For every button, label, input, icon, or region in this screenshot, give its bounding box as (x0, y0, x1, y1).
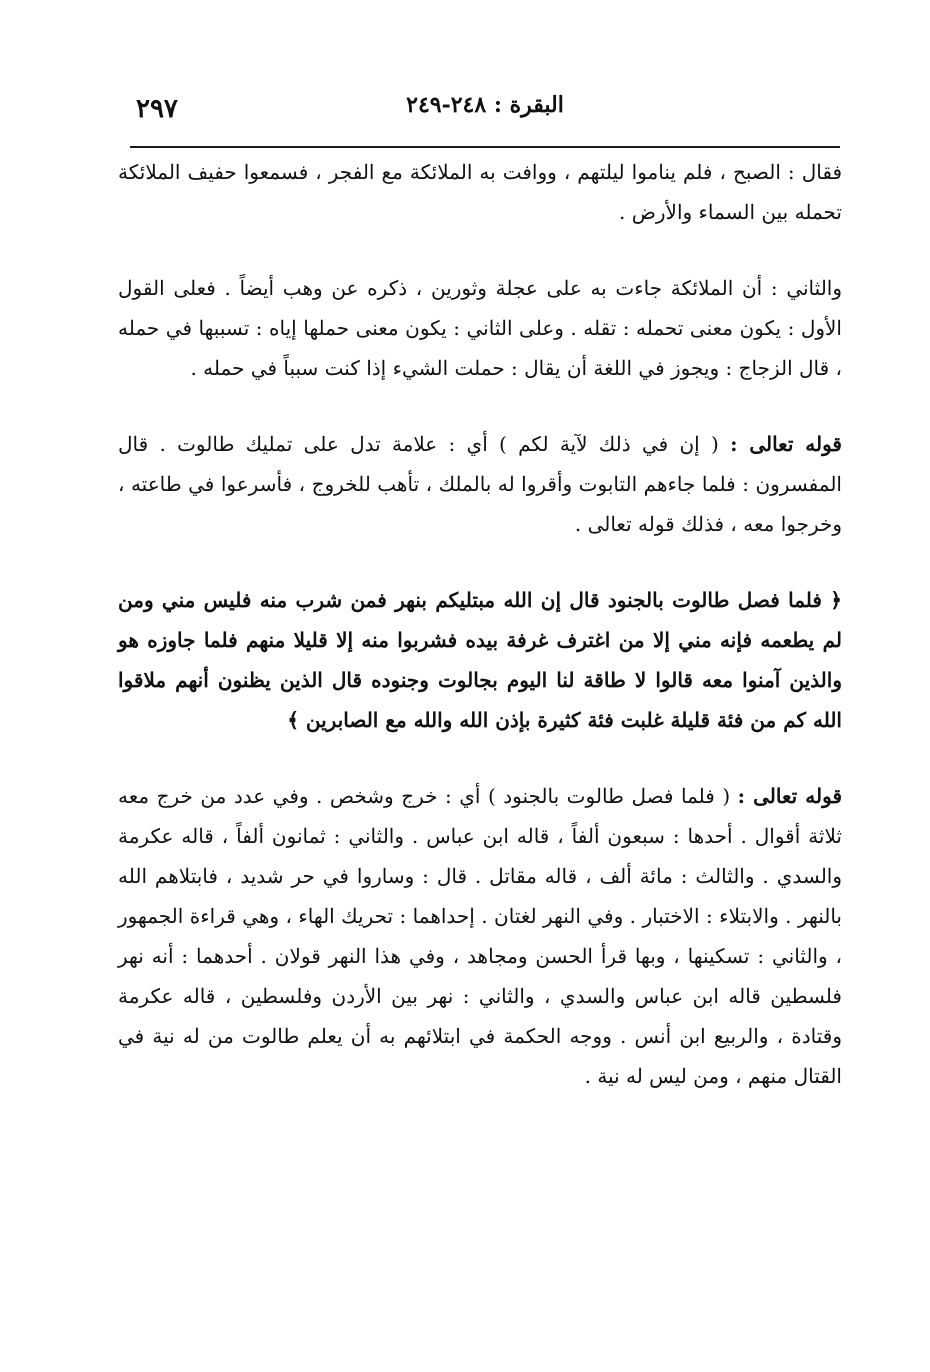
paragraph-2: والثاني : أن الملائكة جاءت به على عجلة وثورين ، ذكره عن وهب أيضاً . فعلى القول الأول : يكون معنى تحمله : تقله . وعلى الثاني : يكون معنى حملها إياه : تسببها في حمله ، قال الزجاج : ويجوز في اللغة أن يقال : حملت الشيء إذا كنت سبباً في حمله . (118, 276, 842, 380)
running-title: البقرة : ٢٤٨-٢٤٩ (406, 92, 564, 118)
paragraph-1: فقال : الصبح ، فلم يناموا ليلتهم ، ووافت به الملائكة مع الفجر ، فسمعوا حفيف الملائكة تحمله بين السماء والأرض . (118, 160, 842, 224)
header-rule (130, 146, 840, 148)
verse-close-bracket: ﴾ (287, 708, 299, 732)
page-number: ٢٩٧ (136, 94, 178, 124)
page-header (130, 78, 840, 150)
paragraph-5 (118, 776, 842, 1096)
paragraph-3 (118, 424, 842, 544)
paragraph-lead: قوله تعالى : (737, 784, 843, 808)
paragraph-text: ( إن في ذلك لآية لكم ) أي : علامة تدل على تمليك طالوت . قال المفسرون : فلما جاءهم التابوت وأقروا له بالملك ، تأهب للخروج ، فأسرعوا في طاعته ، وخرجوا معه ، فذلك قوله تعالى . (118, 432, 842, 536)
quran-verse (118, 580, 842, 740)
verse-open-bracket: ﴿ (830, 588, 842, 612)
verse-text: فلما فصل طالوت بالجنود قال إن الله مبتليكم بنهر فمن شرب منه فليس مني ومن لم يطعمه فإنه مني إلا من اغترف غرفة بيده فشربوا منه إلا قليلا منهم فلما جاوزه هو والذين آمنوا معه قالوا لا طاقة لنا اليوم بجالوت وجنوده قال الذين يظنون أنهم ملاقوا الله كم من فئة قليلة غلبت فئة كثيرة بإذن الله والله مع الصابرين (118, 588, 842, 732)
paragraph-text: ( فلما فصل طالوت بالجنود ) أي : خرج وشخص . وفي عدد من خرج معه ثلاثة أقوال . أحدها : سبعون ألفاً ، قاله ابن عباس . والثاني : ثمانون ألفاً ، قاله عكرمة والسدي . والثالث : مائة ألف ، قاله مقاتل . قال : وساروا في حر شديد ، فابتلاهم الله بالنهر . والابتلاء : الاختبار . وفي النهر لغتان . إحداهما : تحريك الهاء ، وهي قراءة الجمهور ، والثاني : تسكينها ، وبها قرأ الحسن ومجاهد ، وفي هذا النهر قولان . أحدهما : أنه نهر فلسطين قاله ابن عباس والسدي ، والثاني : نهر بين الأردن وفلسطين ، قاله عكرمة وقتادة ، والربيع ابن أنس . ووجه الحكمة في ابتلائهم به أن يعلم طالوت من له نية في القتال منهم ، ومن ليس له نية . (118, 784, 842, 1088)
page-body (118, 152, 842, 1132)
paragraph-lead: قوله تعالى : (730, 432, 842, 456)
